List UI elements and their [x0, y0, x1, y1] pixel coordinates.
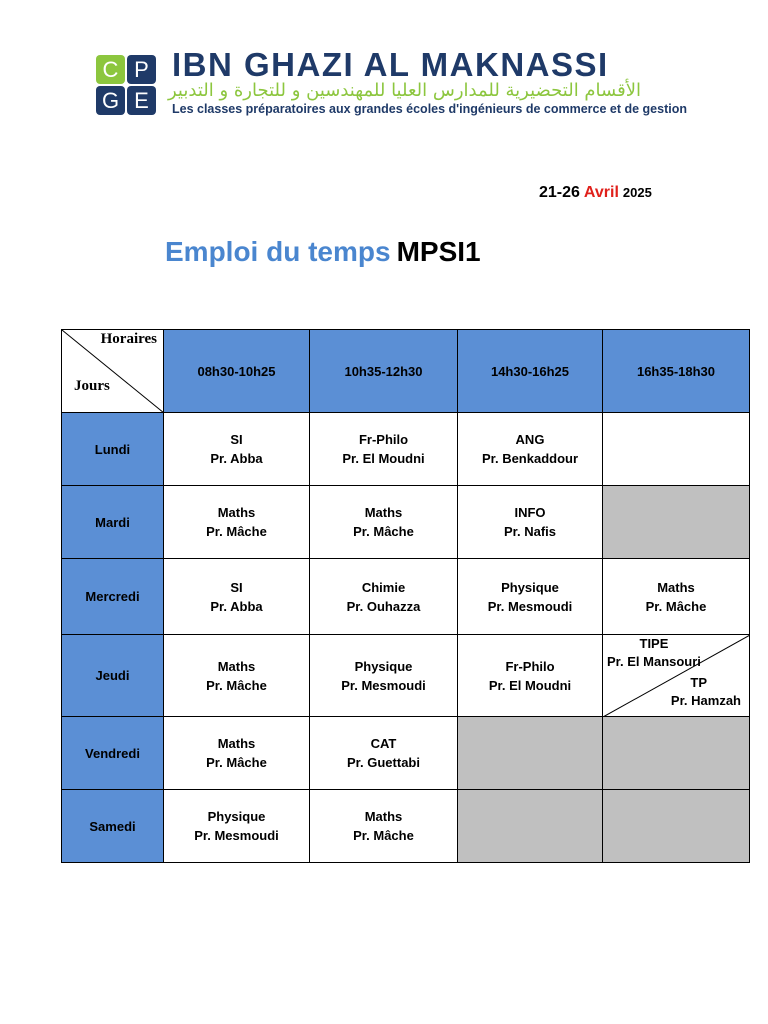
row-mardi — [62, 486, 750, 559]
logo-tile-p: P — [127, 55, 156, 84]
course-cell — [603, 559, 750, 635]
course-cell — [164, 790, 310, 863]
course-subject: Chimie — [361, 579, 406, 595]
logo-tile-g: G — [96, 86, 125, 115]
course-subject: SI — [230, 432, 243, 447]
course-subject: Maths — [217, 658, 256, 674]
course-teacher: Pr. Ouhazza — [346, 598, 421, 614]
date-days: 21-26 — [539, 184, 580, 201]
day-label: Vendredi — [62, 717, 164, 790]
course-subject: TP — [690, 675, 707, 690]
blocked-cell — [458, 717, 603, 790]
course-teacher: Pr. Mâche — [206, 755, 267, 770]
course-cell — [164, 717, 310, 790]
corner-jours: Jours — [74, 378, 110, 394]
course-subject: INFO — [514, 505, 546, 520]
day-label: Lundi — [62, 413, 164, 486]
page-title — [165, 236, 481, 268]
course-teacher: Pr. El Moudni — [342, 451, 425, 466]
course-subject: Physique — [501, 579, 559, 595]
week-date — [539, 184, 652, 202]
course-subject: Maths — [364, 505, 403, 520]
timetable — [61, 329, 750, 863]
course-cell — [458, 413, 603, 486]
blocked-cell — [603, 486, 750, 559]
course-teacher: Pr. Mesmoudi — [341, 677, 426, 693]
logo-tile-c: C — [96, 55, 125, 84]
course-cell — [310, 717, 458, 790]
blocked-cell — [458, 790, 603, 863]
course-cell — [458, 486, 603, 559]
corner-horaires: Horaires — [100, 331, 157, 347]
course-cell — [310, 635, 458, 717]
course-subject: Physique — [354, 658, 413, 674]
course-subject: Maths — [657, 579, 695, 595]
day-label: Samedi — [62, 790, 164, 863]
course-subject: TIPE — [639, 636, 669, 651]
row-vendredi — [62, 717, 750, 790]
row-samedi — [62, 790, 750, 863]
slot-header: 16h35-18h30 — [603, 330, 750, 413]
slot-header: 10h35-12h30 — [310, 330, 458, 413]
header-row — [62, 330, 750, 413]
course-subject: Physique — [207, 809, 266, 824]
course-teacher: Pr. Mâche — [206, 677, 267, 693]
course-teacher: Pr. El Moudni — [488, 677, 572, 693]
row-mercredi — [62, 559, 750, 635]
course-teacher: Pr. El Mansouri — [607, 654, 701, 669]
course-cell — [164, 635, 310, 717]
course-teacher: Pr. Abba — [210, 451, 263, 466]
split-top — [607, 635, 701, 671]
course-cell — [310, 413, 458, 486]
course-subject: Maths — [217, 505, 256, 520]
course-subject: Maths — [217, 736, 256, 751]
course-teacher: Pr. Abba — [210, 598, 263, 614]
course-cell — [310, 486, 458, 559]
course-teacher: Pr. Mesmoudi — [487, 598, 573, 614]
course-teacher: Pr. Mesmoudi — [194, 828, 279, 843]
course-cell — [310, 790, 458, 863]
date-month: Avril — [583, 184, 619, 201]
empty-cell — [603, 413, 750, 486]
course-cell — [310, 559, 458, 635]
row-lundi — [62, 413, 750, 486]
title-class: MPSI1 — [396, 236, 481, 267]
day-label: Mercredi — [62, 559, 164, 635]
course-teacher: Pr. Mâche — [645, 598, 707, 614]
course-cell — [164, 413, 310, 486]
course-cell — [458, 559, 603, 635]
course-subject: Fr-Philo — [505, 658, 555, 674]
split-course-cell — [603, 635, 750, 717]
course-subject: Maths — [364, 809, 403, 824]
french-subtitle: Les classes préparatoires aux grandes écoles d'ingénieurs de commerce et de gestion — [172, 102, 687, 116]
row-jeudi — [62, 635, 750, 717]
slot-header: 14h30-16h25 — [458, 330, 603, 413]
logo-tile-e: E — [127, 86, 156, 115]
corner-cell — [62, 330, 164, 413]
course-teacher: Pr. Mâche — [206, 524, 267, 539]
course-subject: CAT — [370, 736, 397, 751]
title-main: Emploi du temps — [165, 236, 391, 267]
arabic-subtitle: الأقسام التحضيرية للمدارس العليا للمهندسين و للتجارة و التدبير — [168, 80, 641, 101]
course-cell — [164, 486, 310, 559]
course-teacher: Pr. Mâche — [353, 828, 414, 843]
course-teacher: Pr. Mâche — [353, 524, 414, 539]
cpge-logo — [96, 55, 158, 117]
course-teacher: Pr. Hamzah — [670, 693, 741, 708]
day-label: Jeudi — [62, 635, 164, 717]
course-subject: ANG — [515, 432, 545, 447]
blocked-cell — [603, 717, 750, 790]
slot-header: 08h30-10h25 — [164, 330, 310, 413]
day-label: Mardi — [62, 486, 164, 559]
date-year: 2025 — [622, 185, 652, 200]
blocked-cell — [603, 790, 750, 863]
course-teacher: Pr. Guettabi — [347, 755, 420, 770]
course-teacher: Pr. Benkaddour — [481, 451, 579, 466]
course-cell — [164, 559, 310, 635]
course-teacher: Pr. Nafis — [503, 524, 557, 539]
course-cell — [458, 635, 603, 717]
school-name: IBN GHAZI AL MAKNASSI — [172, 46, 609, 83]
course-subject: Fr-Philo — [358, 432, 409, 447]
course-subject: SI — [230, 579, 243, 595]
split-bottom — [670, 674, 741, 710]
